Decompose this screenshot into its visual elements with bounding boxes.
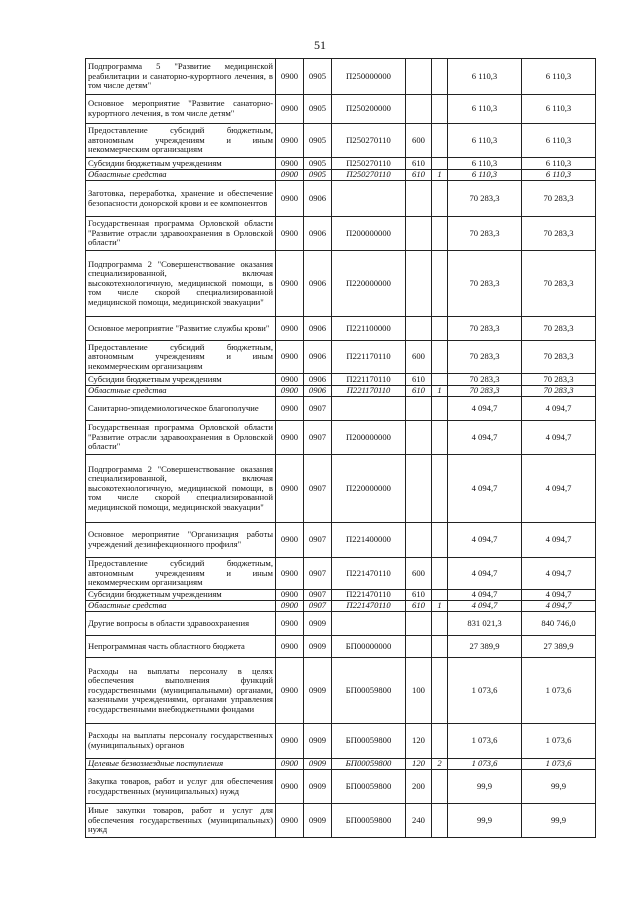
row-name-cell: Предоставление субсидий бюджетным, автономным учреждениям и иным некоммерческим организациям [86,124,276,158]
target-article-cell: П250200000 [332,95,406,124]
funding-source-cell [432,217,448,251]
funding-source-cell: 1 [432,170,448,181]
subsection-code-cell: 0905 [304,95,332,124]
row-name-cell: Субсидии бюджетным учреждениям [86,158,276,170]
row-name-cell: Субсидии бюджетным учреждениям [86,374,276,386]
expense-type-cell [406,181,432,217]
table-row [86,612,596,636]
table-row [86,95,596,124]
row-name-cell: Предоставление субсидий бюджетным, автономным учреждениям и иным некоммерческим организациям [86,341,276,374]
subsection-code-cell: 0906 [304,217,332,251]
funding-source-cell [432,636,448,658]
expense-type-cell [406,317,432,341]
amount-year2-cell: 1 073,6 [522,724,596,759]
subsection-code-cell: 0909 [304,636,332,658]
section-code-cell: 0900 [276,124,304,158]
table-row [86,523,596,558]
funding-source-cell: 1 [432,601,448,612]
row-name-cell: Расходы на выплаты персоналу в целях обеспечения выполнения функций государственными (муниципальными) органами, казенными учреждениями, органами управления государственными внебюджетными фондами [86,658,276,724]
subsection-code-cell: 0905 [304,158,332,170]
section-code-cell: 0900 [276,158,304,170]
row-name-cell: Непрограммная часть областного бюджета [86,636,276,658]
table-row [86,59,596,95]
target-article-cell: П221470110 [332,601,406,612]
row-name-cell: Основное мероприятие "Развитие санаторно-курортного лечения, в том числе детям" [86,95,276,124]
expense-type-cell: 200 [406,770,432,804]
budget-table [85,58,596,838]
section-code-cell: 0900 [276,558,304,590]
subsection-code-cell: 0907 [304,523,332,558]
target-article-cell: П221100000 [332,317,406,341]
table-row [86,124,596,158]
amount-year1-cell: 6 110,3 [448,170,522,181]
row-name-cell: Подпрограмма 2 "Совершенствование оказания специализированной, включая высокотехнологичную, медицинской помощи, в том числе скорой специализированной медицинской помощи, медицинской эвакуации" [86,251,276,317]
section-code-cell: 0900 [276,636,304,658]
section-code-cell: 0900 [276,724,304,759]
section-code-cell: 0900 [276,612,304,636]
amount-year2-cell: 6 110,3 [522,158,596,170]
row-name-cell: Областные средства [86,386,276,397]
amount-year1-cell: 70 283,3 [448,341,522,374]
target-article-cell: П200000000 [332,217,406,251]
funding-source-cell [432,455,448,523]
target-article-cell: П220000000 [332,251,406,317]
expense-type-cell: 610 [406,590,432,601]
subsection-code-cell: 0909 [304,770,332,804]
subsection-code-cell: 0907 [304,601,332,612]
subsection-code-cell: 0907 [304,590,332,601]
target-article-cell: БП00059800 [332,804,406,838]
section-code-cell: 0900 [276,455,304,523]
table-row [86,217,596,251]
amount-year1-cell: 1 073,6 [448,658,522,724]
row-name-cell: Расходы на выплаты персоналу государственных (муниципальных) органов [86,724,276,759]
section-code-cell: 0900 [276,341,304,374]
amount-year1-cell: 27 389,9 [448,636,522,658]
amount-year2-cell: 70 283,3 [522,374,596,386]
expense-type-cell: 120 [406,724,432,759]
funding-source-cell [432,590,448,601]
amount-year1-cell: 70 283,3 [448,386,522,397]
section-code-cell: 0900 [276,601,304,612]
subsection-code-cell: 0907 [304,421,332,455]
amount-year1-cell: 4 094,7 [448,590,522,601]
funding-source-cell [432,158,448,170]
table-row [86,724,596,759]
expense-type-cell [406,95,432,124]
funding-source-cell [432,317,448,341]
amount-year2-cell: 4 094,7 [522,601,596,612]
section-code-cell: 0900 [276,181,304,217]
expense-type-cell: 610 [406,386,432,397]
table-row [86,558,596,590]
target-article-cell: П221170110 [332,386,406,397]
amount-year1-cell: 831 021,3 [448,612,522,636]
target-article-cell: П250270110 [332,124,406,158]
table-row [86,804,596,838]
funding-source-cell [432,804,448,838]
funding-source-cell [432,421,448,455]
amount-year2-cell: 70 283,3 [522,386,596,397]
target-article-cell: БП00059800 [332,658,406,724]
row-name-cell: Областные средства [86,601,276,612]
table-row [86,759,596,770]
expense-type-cell: 120 [406,759,432,770]
section-code-cell: 0900 [276,397,304,421]
funding-source-cell [432,612,448,636]
table-row [86,455,596,523]
subsection-code-cell: 0907 [304,397,332,421]
target-article-cell: БП00000000 [332,636,406,658]
expense-type-cell [406,421,432,455]
table-row [86,590,596,601]
funding-source-cell: 1 [432,386,448,397]
target-article-cell: П221170110 [332,374,406,386]
amount-year2-cell: 6 110,3 [522,95,596,124]
target-article-cell: БП00059800 [332,759,406,770]
amount-year1-cell: 4 094,7 [448,601,522,612]
subsection-code-cell: 0906 [304,181,332,217]
amount-year2-cell: 99,9 [522,804,596,838]
amount-year2-cell: 70 283,3 [522,317,596,341]
funding-source-cell [432,658,448,724]
amount-year2-cell: 70 283,3 [522,341,596,374]
amount-year1-cell: 4 094,7 [448,421,522,455]
row-name-cell: Санитарно-эпидемиологическое благополучие [86,397,276,421]
table-row [86,341,596,374]
table-row [86,251,596,317]
funding-source-cell [432,724,448,759]
section-code-cell: 0900 [276,386,304,397]
target-article-cell: П221470110 [332,590,406,601]
amount-year1-cell: 4 094,7 [448,455,522,523]
table-row [86,397,596,421]
section-code-cell: 0900 [276,217,304,251]
funding-source-cell [432,251,448,317]
section-code-cell: 0900 [276,170,304,181]
amount-year2-cell: 70 283,3 [522,181,596,217]
row-name-cell: Заготовка, переработка, хранение и обеспечение безопасности донорской крови и ее компонентов [86,181,276,217]
target-article-cell: П250270110 [332,158,406,170]
funding-source-cell [432,124,448,158]
section-code-cell: 0900 [276,317,304,341]
amount-year2-cell: 840 746,0 [522,612,596,636]
funding-source-cell [432,523,448,558]
expense-type-cell: 240 [406,804,432,838]
amount-year1-cell: 6 110,3 [448,95,522,124]
section-code-cell: 0900 [276,59,304,95]
row-name-cell: Предоставление субсидий бюджетным, автономным учреждениям и иным некоммерческим организациям [86,558,276,590]
target-article-cell [332,181,406,217]
funding-source-cell [432,558,448,590]
target-article-cell [332,397,406,421]
section-code-cell: 0900 [276,804,304,838]
section-code-cell: 0900 [276,374,304,386]
expense-type-cell [406,217,432,251]
funding-source-cell [432,95,448,124]
amount-year1-cell: 4 094,7 [448,558,522,590]
amount-year2-cell: 70 283,3 [522,217,596,251]
amount-year1-cell: 70 283,3 [448,217,522,251]
amount-year2-cell: 6 110,3 [522,170,596,181]
subsection-code-cell: 0905 [304,124,332,158]
target-article-cell [332,612,406,636]
section-code-cell: 0900 [276,523,304,558]
expense-type-cell: 610 [406,158,432,170]
target-article-cell: П221400000 [332,523,406,558]
expense-type-cell: 610 [406,374,432,386]
funding-source-cell [432,59,448,95]
row-name-cell: Основное мероприятие "Организация работы учреждений дезинфекционного профиля" [86,523,276,558]
expense-type-cell [406,523,432,558]
expense-type-cell [406,612,432,636]
table-row [86,636,596,658]
amount-year1-cell: 70 283,3 [448,374,522,386]
amount-year2-cell: 1 073,6 [522,658,596,724]
amount-year1-cell: 6 110,3 [448,59,522,95]
table-row [86,158,596,170]
target-article-cell: П221470110 [332,558,406,590]
subsection-code-cell: 0906 [304,251,332,317]
table-row [86,770,596,804]
subsection-code-cell: 0907 [304,558,332,590]
table-row [86,658,596,724]
amount-year2-cell: 27 389,9 [522,636,596,658]
target-article-cell: БП00059800 [332,770,406,804]
subsection-code-cell: 0909 [304,804,332,838]
section-code-cell: 0900 [276,251,304,317]
expense-type-cell: 610 [406,601,432,612]
row-name-cell: Закупка товаров, работ и услуг для обеспечения государственных (муниципальных) нужд [86,770,276,804]
subsection-code-cell: 0906 [304,386,332,397]
amount-year1-cell: 6 110,3 [448,158,522,170]
target-article-cell: П221170110 [332,341,406,374]
section-code-cell: 0900 [276,770,304,804]
amount-year2-cell: 6 110,3 [522,59,596,95]
expense-type-cell [406,251,432,317]
table-row [86,601,596,612]
funding-source-cell [432,397,448,421]
row-name-cell: Целевые безвозмездные поступления [86,759,276,770]
target-article-cell: П220000000 [332,455,406,523]
subsection-code-cell: 0905 [304,59,332,95]
expense-type-cell: 100 [406,658,432,724]
amount-year2-cell: 4 094,7 [522,523,596,558]
table-row [86,421,596,455]
subsection-code-cell: 0905 [304,170,332,181]
row-name-cell: Областные средства [86,170,276,181]
amount-year1-cell: 4 094,7 [448,397,522,421]
subsection-code-cell: 0906 [304,317,332,341]
funding-source-cell [432,341,448,374]
target-article-cell: П250000000 [332,59,406,95]
expense-type-cell: 610 [406,170,432,181]
amount-year2-cell: 1 073,6 [522,759,596,770]
subsection-code-cell: 0907 [304,455,332,523]
section-code-cell: 0900 [276,95,304,124]
target-article-cell: БП00059800 [332,724,406,759]
amount-year1-cell: 1 073,6 [448,724,522,759]
row-name-cell: Другие вопросы в области здравоохранения [86,612,276,636]
subsection-code-cell: 0909 [304,658,332,724]
amount-year2-cell: 4 094,7 [522,558,596,590]
section-code-cell: 0900 [276,658,304,724]
target-article-cell: П200000000 [332,421,406,455]
target-article-cell: П250270110 [332,170,406,181]
expense-type-cell [406,455,432,523]
amount-year2-cell: 4 094,7 [522,397,596,421]
amount-year2-cell: 4 094,7 [522,455,596,523]
amount-year1-cell: 70 283,3 [448,251,522,317]
row-name-cell: Субсидии бюджетным учреждениям [86,590,276,601]
row-name-cell: Государственная программа Орловской области "Развитие отрасли здравоохранения в Орловской области" [86,217,276,251]
expense-type-cell [406,397,432,421]
amount-year2-cell: 99,9 [522,770,596,804]
amount-year1-cell: 6 110,3 [448,124,522,158]
row-name-cell: Подпрограмма 5 "Развитие медицинской реабилитации и санаторно-курортного лечения, в том числе детям" [86,59,276,95]
subsection-code-cell: 0906 [304,341,332,374]
expense-type-cell: 600 [406,124,432,158]
expense-type-cell: 600 [406,558,432,590]
amount-year1-cell: 70 283,3 [448,317,522,341]
subsection-code-cell: 0906 [304,374,332,386]
expense-type-cell: 600 [406,341,432,374]
funding-source-cell [432,374,448,386]
amount-year1-cell: 99,9 [448,804,522,838]
amount-year2-cell: 4 094,7 [522,590,596,601]
row-name-cell: Подпрограмма 2 "Совершенствование оказания специализированной, включая высокотехнологичную, медицинской помощи, в том числе скорой специализированной медицинской помощи, медицинской эвакуации" [86,455,276,523]
amount-year2-cell: 70 283,3 [522,251,596,317]
section-code-cell: 0900 [276,590,304,601]
amount-year1-cell: 1 073,6 [448,759,522,770]
expense-type-cell [406,636,432,658]
amount-year1-cell: 4 094,7 [448,523,522,558]
subsection-code-cell: 0909 [304,612,332,636]
section-code-cell: 0900 [276,759,304,770]
row-name-cell: Иные закупки товаров, работ и услуг для обеспечения государственных (муниципальных) нужд [86,804,276,838]
section-code-cell: 0900 [276,421,304,455]
table-row [86,317,596,341]
amount-year2-cell: 4 094,7 [522,421,596,455]
table-row [86,386,596,397]
amount-year2-cell: 6 110,3 [522,124,596,158]
page-number: 51 [314,38,326,52]
funding-source-cell [432,770,448,804]
expense-type-cell [406,59,432,95]
table-row [86,170,596,181]
funding-source-cell [432,181,448,217]
table-row [86,181,596,217]
subsection-code-cell: 0909 [304,724,332,759]
row-name-cell: Государственная программа Орловской области "Развитие отрасли здравоохранения в Орловской области" [86,421,276,455]
row-name-cell: Основное мероприятие "Развитие службы крови" [86,317,276,341]
amount-year1-cell: 99,9 [448,770,522,804]
funding-source-cell: 2 [432,759,448,770]
amount-year1-cell: 70 283,3 [448,181,522,217]
table-row [86,374,596,386]
subsection-code-cell: 0909 [304,759,332,770]
